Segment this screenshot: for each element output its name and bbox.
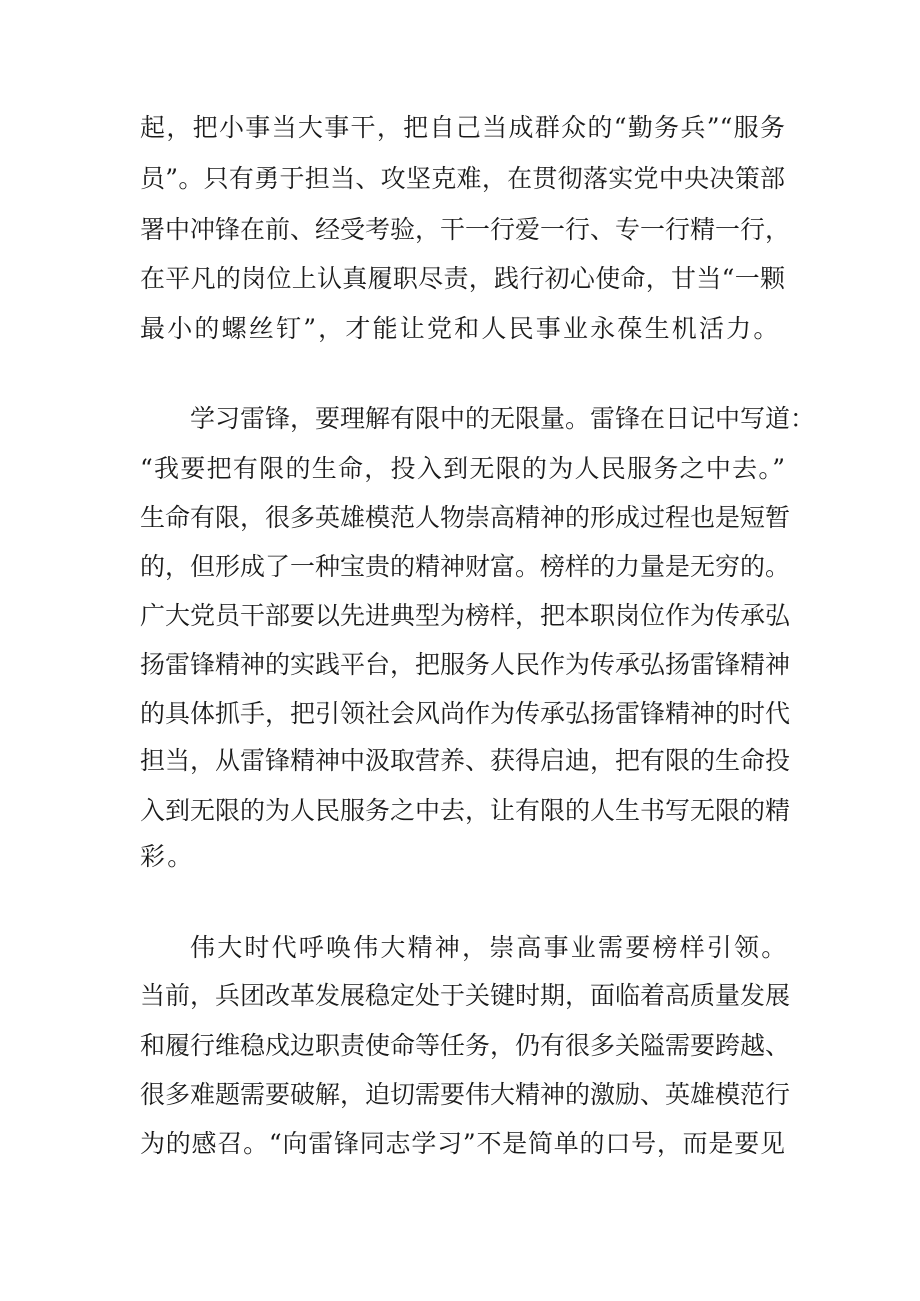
text-line: 员”。只有勇于担当、攻坚克难，在贯彻落实党中央决策部	[140, 164, 785, 193]
text-line: 和履行维稳戍边职责使命等任务，仍有很多关隘需要跨越、	[140, 1031, 791, 1060]
text-line: 伟大时代呼唤伟大精神，崇高事业需要榜样引领。	[190, 933, 789, 962]
text-line: 生命有限，很多英雄模范人物崇高精神的形成过程也是短暂	[140, 503, 791, 532]
text-line: 很多难题需要破解，迫切需要伟大精神的激励、英雄模范行	[140, 1080, 791, 1109]
text-line: 署中冲锋在前、经受考验，干一行爱一行、专一行精一行，	[140, 215, 791, 244]
text-line: 担当，从雷锋精神中汲取营养、获得启迪，把有限的生命投	[140, 746, 791, 775]
text-line: 彩。	[140, 842, 195, 871]
text-line: 最小的螺丝钉”，才能让党和人民事业永葆生机活力。	[140, 314, 781, 343]
text-line: 入到无限的为人民服务之中去，让有限的人生书写无限的精	[140, 796, 791, 825]
text-line: 的具体抓手，把引领社会风尚作为传承弘扬雷锋精神的时代	[140, 699, 791, 728]
text-line: 起，把小事当大事干，把自己当成群众的“勤务兵”“服务	[140, 113, 785, 142]
text-line: 广大党员干部要以先进典型为榜样，把本职岗位作为传承弘	[140, 601, 791, 630]
text-line: 在平凡的岗位上认真履职尽责，践行初心使命，甘当“一颗	[140, 264, 785, 293]
text-line: 当前，兵团改革发展稳定处于关键时期，面临着高质量发展	[140, 981, 791, 1010]
text-line: “我要把有限的生命，投入到无限的为人民服务之中去。”	[140, 454, 785, 483]
text-line: 扬雷锋精神的实践平台，把服务人民作为传承弘扬雷锋精神	[140, 650, 791, 679]
text-line: 学习雷锋，要理解有限中的无限量。雷锋在日记中写道：	[190, 404, 816, 433]
text-line: 的，但形成了一种宝贵的精神财富。榜样的力量是无穷的。	[140, 552, 791, 581]
text-line: 为的感召。“向雷锋同志学习”不是简单的口号，而是要见	[140, 1129, 785, 1158]
